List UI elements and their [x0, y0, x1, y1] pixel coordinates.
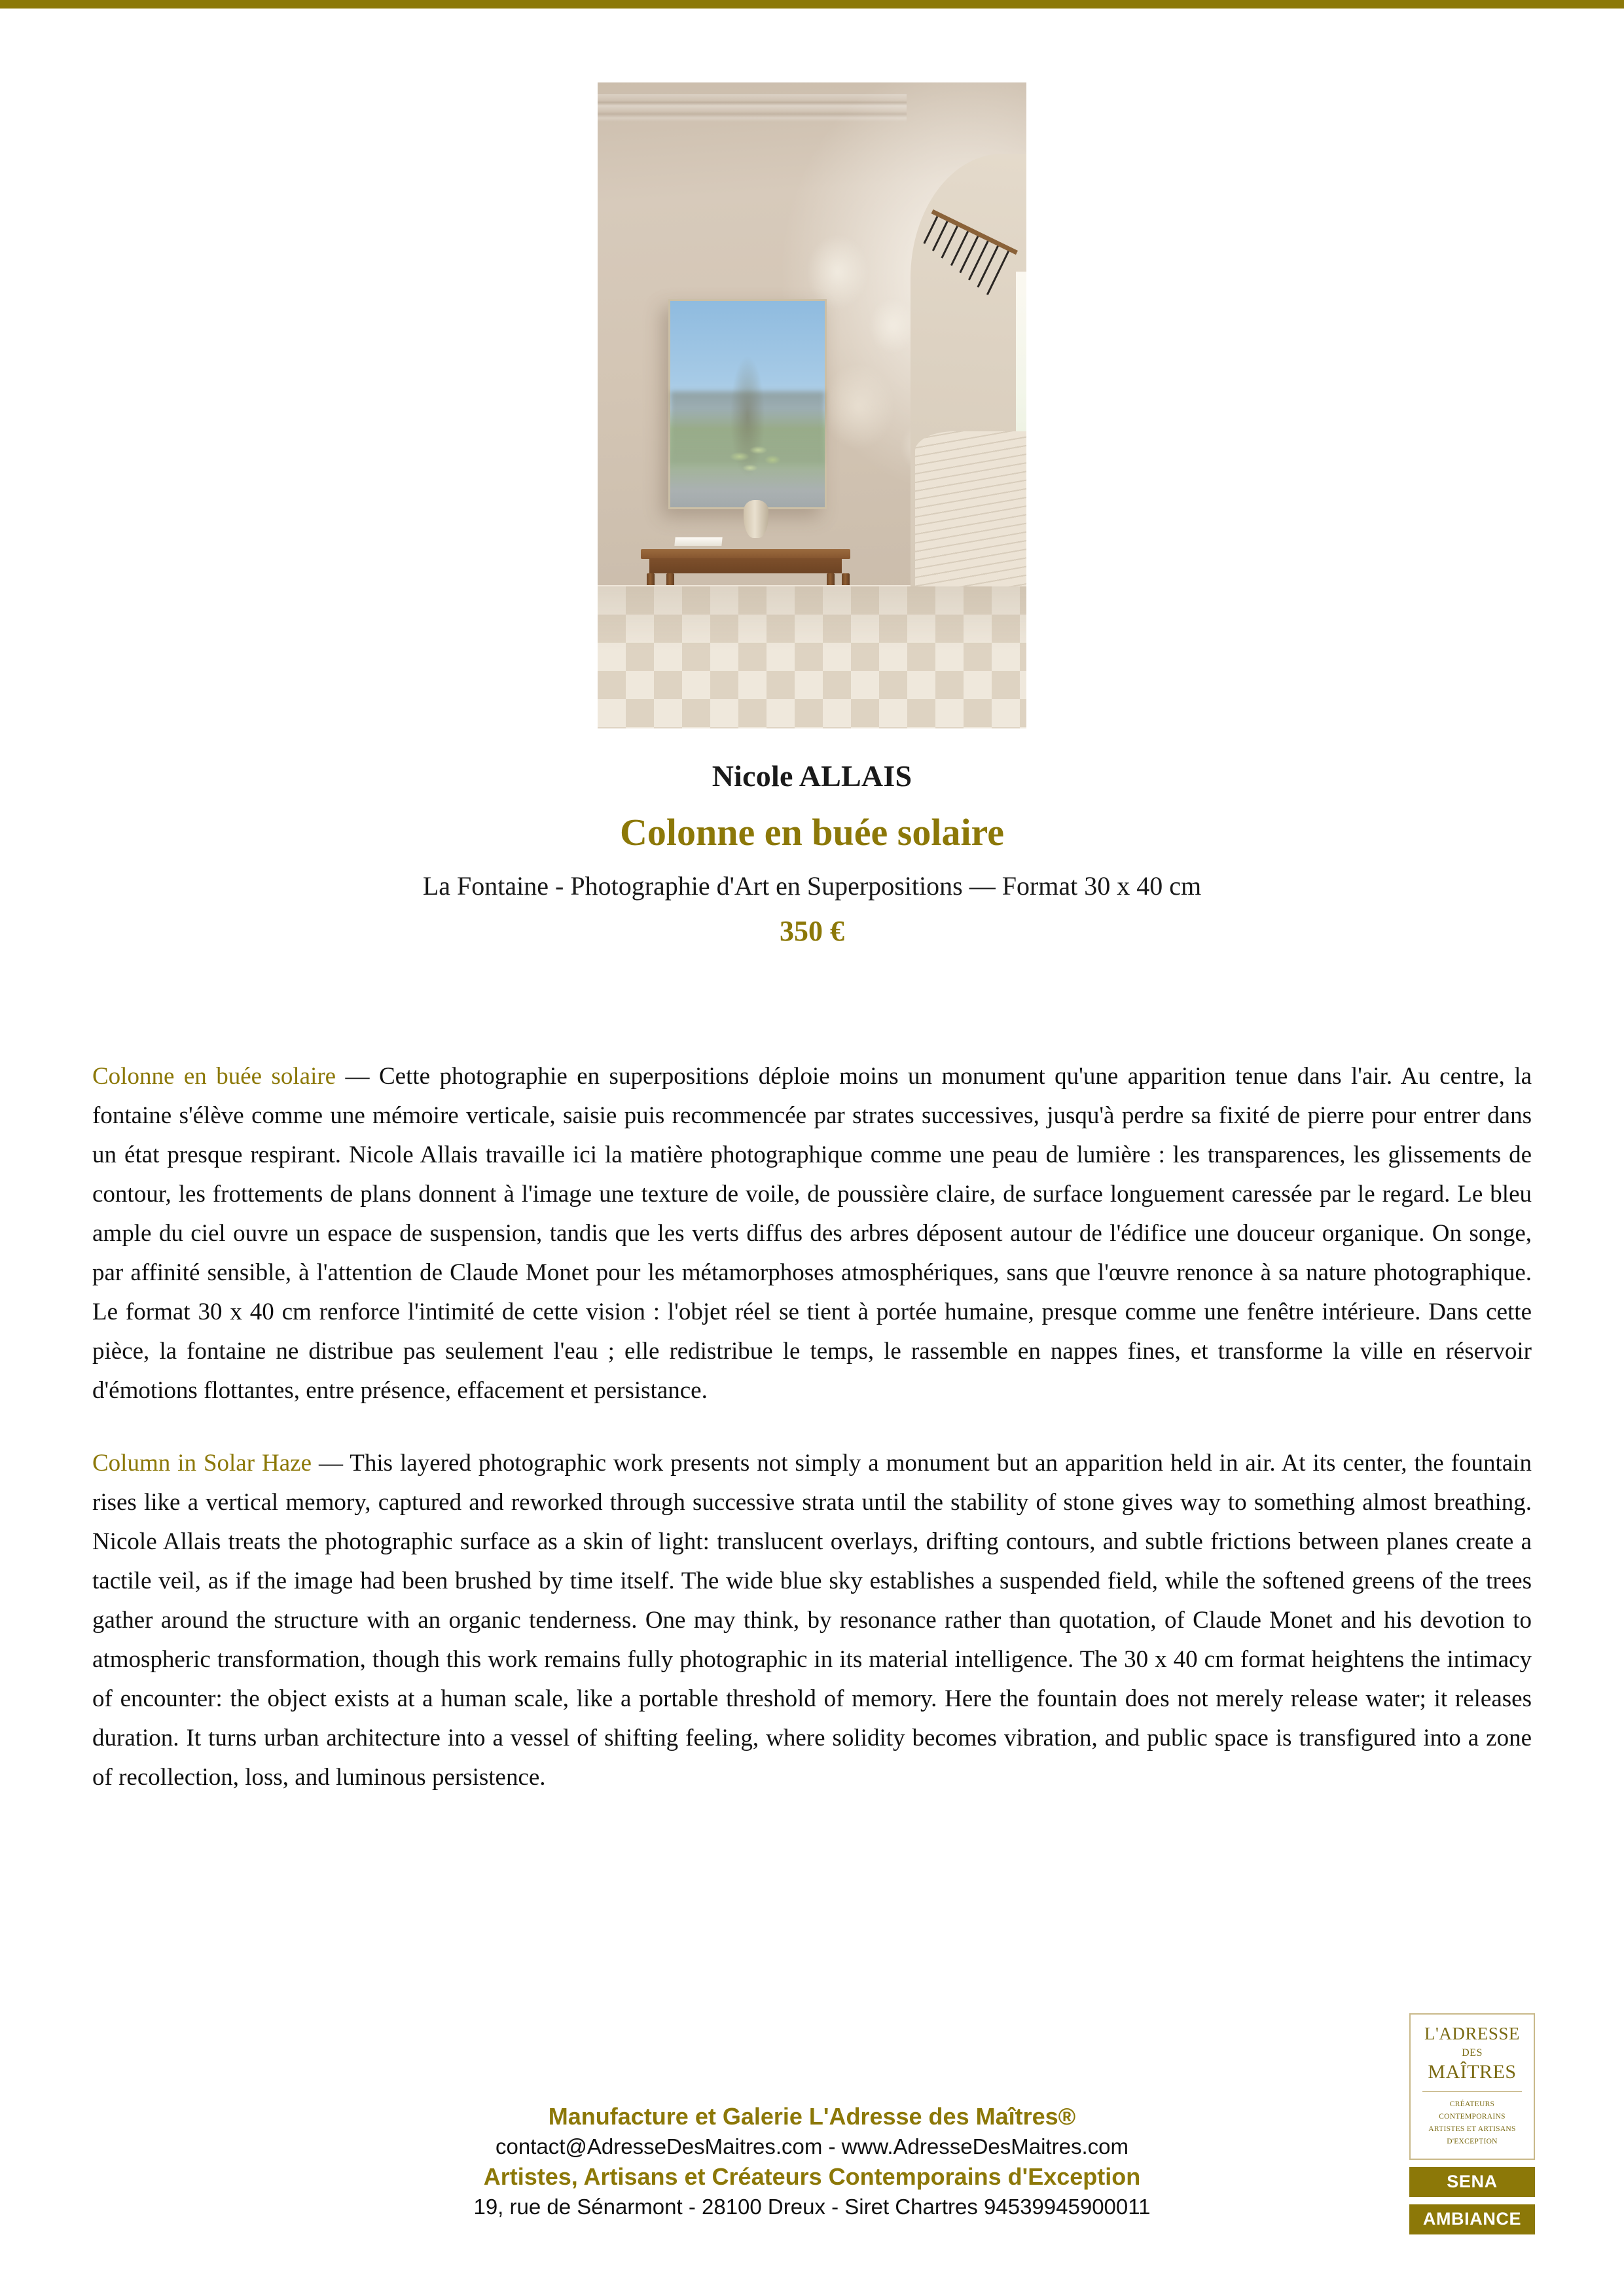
console-table-top	[641, 549, 851, 560]
branches	[727, 444, 785, 485]
chequered-stone-floor	[598, 586, 1026, 728]
description-separator-fr: —	[336, 1063, 379, 1090]
artwork-title: Colonne en buée solaire	[620, 811, 1004, 853]
description-body-en: This layered photographic work presents not simply a monument but an apparition held in air. At its center, the fountain rises like a vertical memory, captured and reworked through successive strata until the stability of stone gives way to something almost breathing. Nicole Allais treats the photographic surface as a skin of light: translucent overlays, drifting contours, and subtle frictions between planes create a tactile veil, as if the image had been brushed by time itself. The wide blue sky establishes a suspended field, while the softened greens of the trees gather around the structure with an organic tenderness. One may think, by resonance rather than quotation, of Claude Monet and his devotion to atmospheric transformation, though this work remains fully photographic in its material intelligence. The 30 x 40 cm format heightens the intimacy of encounter: the object exists at a human scale, like a portable threshold of memory. Here the fountain does not merely release water; it releases duration. It turns urban architecture into a vessel of shifting feeling, where solidity becomes vibration, and public space is transfigured into a zone of recollection, loss, and luminous persistence.	[92, 1450, 1532, 1791]
artist-name: Nicole ALLAIS	[712, 759, 912, 793]
logo-card	[1409, 2013, 1535, 2160]
interior-scene	[598, 82, 1026, 728]
footer-company-name: Manufacture et Galerie L'Adresse des Maîtres®	[548, 2103, 1076, 2130]
artwork-subtitle: La Fontaine - Photographie d'Art en Superpositions — Format 30 x 40 cm	[422, 871, 1202, 901]
description-lead-en: Column in Solar Haze	[92, 1450, 312, 1477]
product-photograph	[598, 82, 1026, 728]
logo-line-3: MAÎTRES	[1428, 2061, 1517, 2083]
badge-sena: SENA	[1409, 2167, 1535, 2197]
brand-logo-block	[1409, 2013, 1535, 2234]
description-separator-en: —	[312, 1450, 350, 1477]
logo-subtitle-3: D'EXCEPTION	[1447, 2137, 1498, 2145]
artwork-price: 350 €	[780, 915, 844, 947]
footer	[0, 2101, 1624, 2221]
logo-line-2: DES	[1462, 2047, 1483, 2058]
crown-moulding	[598, 94, 907, 122]
footer-address: 19, rue de Sénarmont - 28100 Dreux - Siret Chartres 94539945900011	[473, 2194, 1151, 2219]
description-paragraph-fr	[92, 1057, 1532, 1410]
footer-tagline: Artistes, Artisans et Créateurs Contemporains d'Exception	[483, 2162, 1141, 2190]
footer-contact[interactable]: contact@AdresseDesMaitres.com - www.AdresseDesMaitres.com	[496, 2134, 1128, 2159]
open-book	[674, 537, 722, 546]
ceramic-vase	[744, 500, 768, 538]
description-body-fr: Cette photographie en superpositions déploie moins un monument qu'une apparition tenue dans l'air. Au centre, la fontaine s'élève comme une mémoire verticale, saisie puis recommencée par strates successives, jusqu'à perdre sa fixité de pierre pour entrer dans un état presque respirant. Nicole Allais travaille ici la matière photographique comme une peau de lumière : les transparences, les glissements de contour, les frottements de plans donnent à l'image une texture de voile, de poussière claire, de surface longuement caressée par le regard. Le bleu ample du ciel ouvre un espace de suspension, tandis que les verts diffus des arbres déposent autour de l'édifice une douceur organique. On songe, par affinité sensible, à l'attention de Claude Monet pour les métamorphoses atmosphériques, sans que l'œuvre renonce à sa nature photographique. Le format 30 x 40 cm renforce l'intimité de cette vision : l'objet réel se tient à portée humaine, presque comme une fenêtre intérieure. Dans cette pièce, la fontaine ne distribue pas seulement l'eau ; elle redistribue le temps, le rassemble en nappes fines, et transforme la ville en réservoir d'émotions flottantes, entre présence, effacement et persistance.	[92, 1063, 1532, 1404]
logo-line-1: L'ADRESSE	[1424, 2024, 1520, 2043]
logo-subtitle-2: ARTISTES ET ARTISANS	[1428, 2125, 1516, 2133]
console-table-apron	[649, 558, 842, 573]
description-section	[92, 1057, 1532, 1831]
description-lead-fr: Colonne en buée solaire	[92, 1063, 336, 1090]
description-paragraph-en	[92, 1444, 1532, 1797]
logo-divider	[1422, 2091, 1522, 2092]
top-gold-rule	[0, 0, 1624, 9]
badge-ambiance: AMBIANCE	[1409, 2204, 1535, 2234]
logo-subtitle-1: CRÉATEURS CONTEMPORAINS	[1439, 2100, 1506, 2121]
